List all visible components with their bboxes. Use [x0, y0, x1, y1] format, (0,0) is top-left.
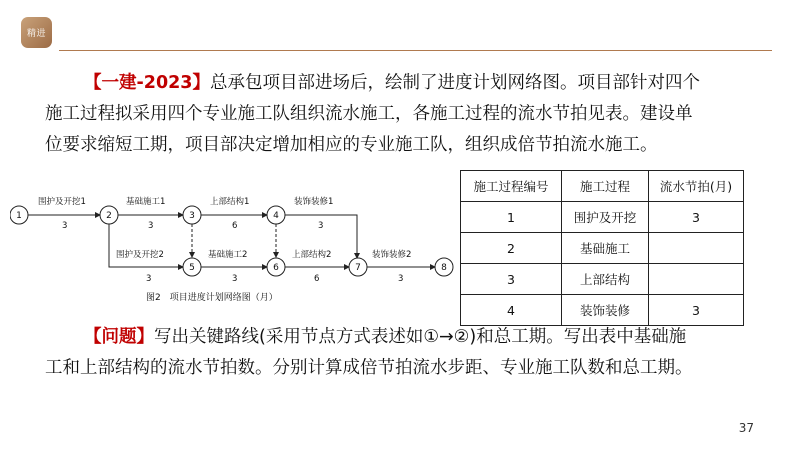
network-diagram: [10, 186, 460, 306]
activity-duration-4: 3: [318, 221, 324, 231]
table-header: 施工过程: [562, 171, 649, 202]
problem-line-1: 【一建-2023】总承包项目部进场后，绘制了进度计划网络图。项目部针对四个: [84, 73, 700, 93]
problem-line-3: 位要求缩短工期，项目部决定增加相应的专业施工队，组织成倍节拍流水施工。: [45, 135, 658, 155]
svg-text:1: 1: [16, 211, 22, 221]
node-4: [267, 206, 285, 224]
diagram-caption: 图2 项目进度计划网络图（月）: [146, 293, 278, 303]
question-tag: 【问题】: [84, 327, 154, 347]
svg-text:6: 6: [273, 263, 279, 273]
logo-badge: [21, 17, 52, 48]
table-row: [461, 233, 744, 264]
activity-duration-3: 6: [232, 221, 238, 231]
table-row: [461, 202, 744, 233]
table-cell: 3: [461, 264, 562, 295]
logo-text: 精进: [26, 29, 46, 39]
table-cell: 上部结构: [562, 264, 649, 295]
svg-text:3: 3: [189, 211, 195, 221]
node-1: [10, 206, 28, 224]
question-line-1: 【问题】写出关键路线(采用节点方式表述如①→②)和总工期。写出表中基础施: [84, 327, 687, 347]
node-5: [183, 258, 201, 276]
svg-text:7: 7: [355, 263, 361, 273]
problem-statement: [45, 68, 765, 161]
table-cell: [649, 264, 744, 295]
node-8: [435, 258, 453, 276]
node-2: [100, 206, 118, 224]
problem-tag: 【一建-2023】: [84, 73, 210, 93]
table-cell: 4: [461, 295, 562, 326]
activity-duration-5: 3: [146, 274, 152, 284]
node-3: [183, 206, 201, 224]
problem-line-2: 施工过程拟采用四个专业施工队组织流水施工，各施工过程的流水节拍见表。建设单: [45, 104, 693, 124]
table-cell: 围护及开挖: [562, 202, 649, 233]
table-cell: 基础施工: [562, 233, 649, 264]
activity-label-5: 围护及开挖2: [116, 250, 164, 260]
table-row: [461, 264, 744, 295]
table-cell: [649, 233, 744, 264]
question-line-2: 工和上部结构的流水节拍数。分别计算成倍节拍流水步距、专业施工队数和总工期。: [45, 358, 693, 378]
node-6: [267, 258, 285, 276]
activity-label-3: 上部结构1: [210, 197, 250, 207]
node-7: [349, 258, 367, 276]
activity-label-6: 基础施工2: [208, 250, 248, 260]
question: [45, 322, 765, 384]
svg-text:4: 4: [273, 211, 279, 221]
table-header-row: [461, 171, 744, 202]
svg-text:2: 2: [106, 211, 112, 221]
table-header: 流水节拍(月): [649, 171, 744, 202]
svg-text:8: 8: [441, 263, 447, 273]
table-header: 施工过程编号: [461, 171, 562, 202]
table-cell: 3: [649, 295, 744, 326]
table-cell: 2: [461, 233, 562, 264]
svg-text:5: 5: [189, 263, 195, 273]
activity-duration-7: 6: [314, 274, 320, 284]
activity-duration-6: 3: [232, 274, 238, 284]
table-cell: 装饰装修: [562, 295, 649, 326]
arrow-2-5: [109, 224, 183, 267]
header-divider: [59, 50, 772, 51]
page-number: 37: [738, 421, 754, 435]
activity-duration-1: 3: [62, 221, 68, 231]
activity-label-8: 装饰装修2: [372, 250, 412, 260]
activity-duration-8: 3: [398, 274, 404, 284]
table-row: [461, 295, 744, 326]
activity-label-1: 围护及开挖1: [38, 197, 86, 207]
rhythm-table: [460, 170, 744, 326]
activity-label-7: 上部结构2: [292, 250, 332, 260]
table-cell: 3: [649, 202, 744, 233]
activity-duration-2: 3: [148, 221, 154, 231]
activity-label-4: 装饰装修1: [294, 197, 334, 207]
activity-label-2: 基础施工1: [126, 197, 166, 207]
table-cell: 1: [461, 202, 562, 233]
